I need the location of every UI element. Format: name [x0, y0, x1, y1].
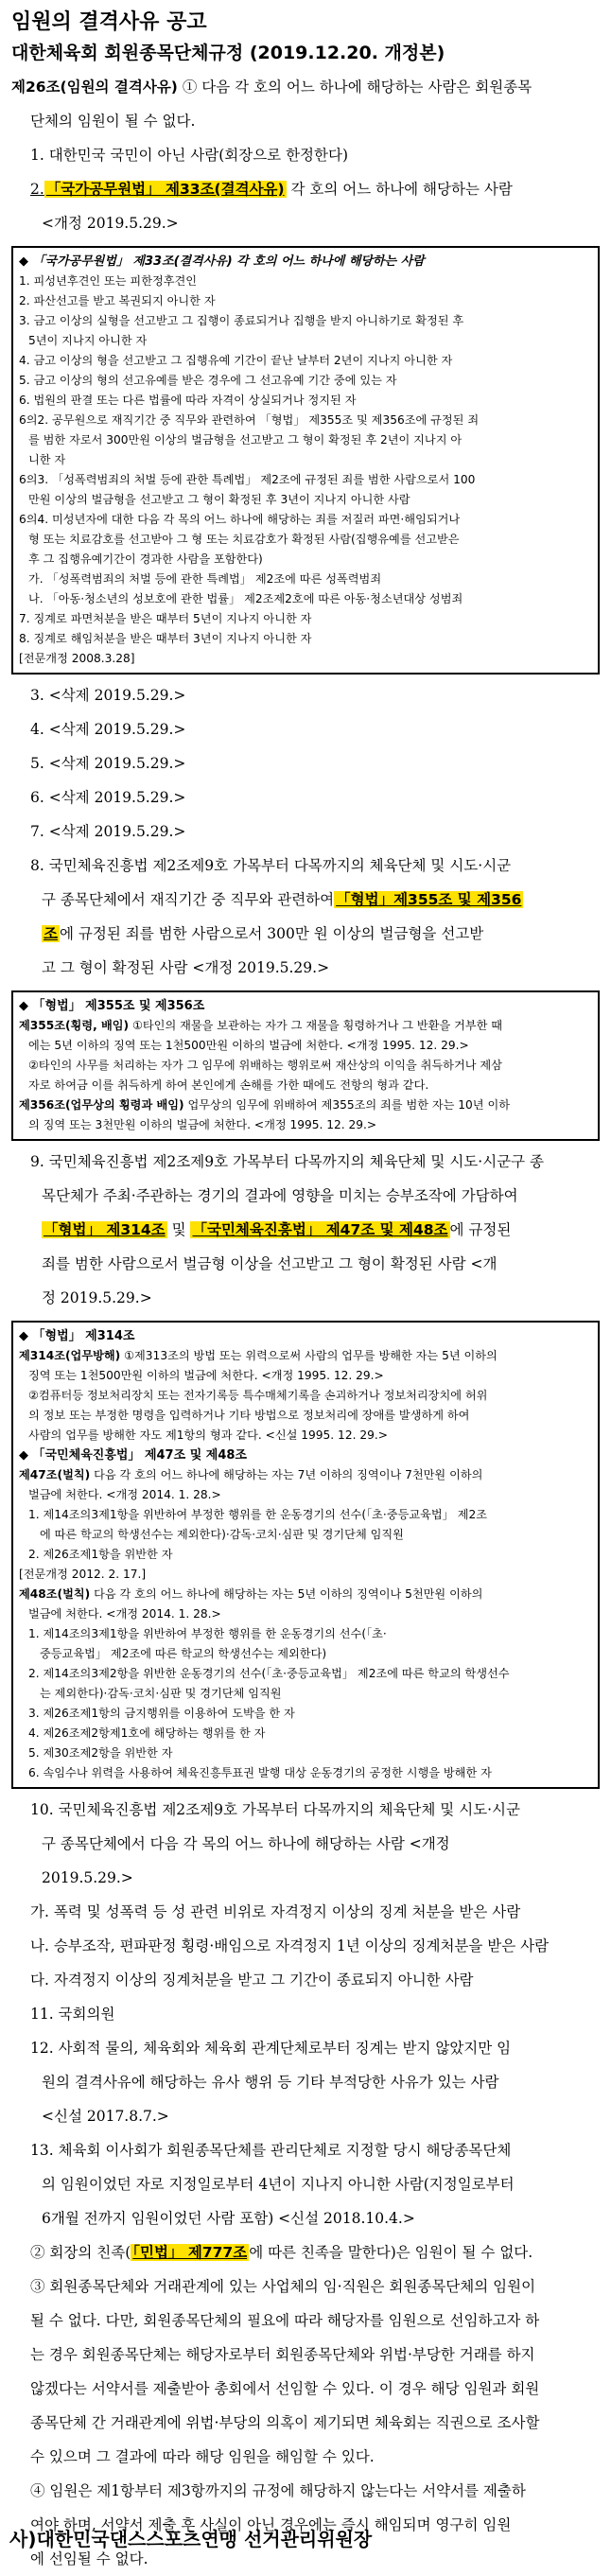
box3-line: 1. 제14조의3제1항을 위반하여 부정한 행위를 한 운동경기의 선수(「초· [28, 1627, 387, 1640]
box1-line: 5년이 지나지 아니한 자 [28, 334, 148, 347]
paragraph-3-line: 될 수 없다. 다만, 회원종목단체의 필요에 따라 해당자를 임원으로 선임하고자 하 [30, 2312, 540, 2329]
deleted-item: 7. <삭제 2019.5.29.> [30, 823, 186, 840]
box3-line: 5. 제30조제2항을 위반한 자 [28, 1746, 173, 1760]
box2-line: 제355조(횡령, 배임) ①타인의 재물을 보관하는 자가 그 재물을 횡령하거나 그 반환을 거부한 때 [19, 1019, 503, 1032]
paragraph-3-line: 않겠다는 서약서를 제출받아 총회에서 선임할 수 있다. 이 경우 해당 임원과 회원 [30, 2380, 540, 2397]
box3-line: 2. 제14조의3제2항을 위반한 운동경기의 선수(「초·중등교육법」 제2조에 따른 학교의 학생선수 [28, 1667, 510, 1680]
item-8-line4: 고 그 형이 확정된 사람 <개정 2019.5.29.> [42, 959, 330, 976]
box3-line: 6. 속임수나 위력을 사용하여 체육진흥투표권 발행 대상 운동경기의 공정한 시행을 방해한 자 [28, 1766, 492, 1779]
box1-line: 만원 이상의 벌금형을 선고받고 그 형이 확정된 후 3년이 지나지 아니한 사람 [28, 493, 410, 506]
paragraph-3 [11, 2269, 600, 2474]
item-9-line2: 목단체가 주최·주관하는 경기의 결과에 영향을 미치는 승부조작에 가담하여 [42, 1187, 518, 1204]
box3-line: 제47조(벌칙) 다음 각 호의 어느 하나에 해당하는 자는 7년 이하의 징역이나 7천만원 이하의 [19, 1468, 483, 1481]
item-10-c: 다. 자격정지 이상의 징계처분을 받고 그 기간이 종료되지 아니한 사람 [30, 1971, 474, 1989]
box3-line: 에 따른 학교의 학생선수는 제외한다)·감독·코치·심판 및 경기단체 임직원 [40, 1528, 404, 1541]
item-10-b: 나. 승부조작, 편파판정 횡령·배임으로 자격정지 1년 이상의 징계처분을 받은 사람 [30, 1937, 550, 1954]
box3-line: 제314조(업무방해) ①제313조의 방법 또는 위력으로써 사람의 업무를 방해한 자는 5년 이하의 [19, 1349, 498, 1362]
deleted-item: 5. <삭제 2019.5.29.> [30, 755, 186, 772]
paragraph-3-line: 종목단체 간 거래관계에 위법·부당의 의혹이 제기되면 체육회는 직권으로 조사할 [30, 2414, 540, 2431]
item-9-line4: 죄를 범한 사람으로서 벌금형 이상을 선고받고 그 형이 확정된 사람 <개 [42, 1255, 498, 1272]
item-10-line1: 10. 국민체육진흥법 제2조제9호 가목부터 다목까지의 체육단체 및 시도·시군 [30, 1801, 521, 1818]
paragraph-3-line: ③ 회원종목단체와 거래관계에 있는 사업체의 임·직원은 회원종목단체의 임원이 [30, 2278, 536, 2295]
box3-header2: ◆ 「국민체육진흥법」 제47조 및 제48조 [19, 1448, 247, 1463]
deleted-item: 4. <삭제 2019.5.29.> [30, 721, 186, 738]
box3-line: 는 제외한다)·감독·코치·심판 및 경기단체 임직원 [40, 1687, 282, 1700]
box2-line: ②타인의 사무를 처리하는 자가 그 임무에 위배하는 행위로써 재산상의 이익을 취득하거나 제삼 [28, 1059, 502, 1072]
item-2-revision: <개정 2019.5.29.> [42, 215, 179, 232]
item-8-line1: 8. 국민체육진흥법 제2조제9호 가목부터 다목까지의 체육단체 및 시도·시군 [30, 857, 512, 874]
box2-line: 의 징역 또는 3천만원 이하의 벌금에 처한다. <개정 1995. 12. 29.> [28, 1118, 377, 1131]
box2-line: 에는 5년 이하의 징역 또는 1천500만원 이하의 벌금에 처한다. <개정 1995. 12. 29.> [28, 1039, 469, 1052]
box3-line: 제48조(벌칙) 다음 각 호의 어느 하나에 해당하는 자는 5년 이하의 징역이나 5천만원 이하의 [19, 1587, 483, 1601]
box3-line: 4. 제26조제2항제1호에 해당하는 행위를 한 자 [28, 1726, 266, 1740]
box1-line: 6의3. 「성폭력범죄의 처벌 등에 관한 특례법」 제2조에 규정된 죄를 범한 사람으로서 100 [19, 473, 476, 486]
box1-header: ◆ 「국가공무원법」 제33조(결격사유) 각 호의 어느 하나에 해당하는 사람 [19, 254, 425, 269]
item-12-line2: 원의 결격사유에 해당하는 유사 행위 등 기타 부적당한 사유가 있는 사람 [42, 2074, 499, 2091]
item-13-line1: 13. 체육회 이사회가 회원종목단체를 관리단체로 지정할 당시 해당종목단체 [30, 2142, 512, 2159]
box-national-public-servant-act [11, 246, 600, 675]
box3-line: [전문개정 2012. 2. 17.] [19, 1568, 147, 1581]
box1-line: 6의2. 공무원으로 재직기간 중 직무와 관련하여 「형법」 제355조 및 제356조에 규정된 죄 [19, 413, 480, 427]
box3-line: 3. 제26조제1항의 금지행위를 이용하여 도박을 한 자 [28, 1707, 295, 1720]
box1-line: 2. 파산선고를 받고 복권되지 아니한 자 [19, 294, 216, 307]
item-9-line1: 9. 국민체육진흥법 제2조제9호 가목부터 다목까지의 체육단체 및 시도·시군구 종 [30, 1153, 545, 1170]
box1-line: 나. 「아동·청소년의 성보호에 관한 법률」 제2조제2호에 따른 아동·청소년대상 성범죄 [28, 592, 463, 605]
box2-header: ◆ 「형법」 제355조 및 제356조 [19, 999, 205, 1013]
box1-lines [19, 272, 592, 669]
box1-line: 후 그 집행유예기간이 경과한 사람을 포함한다) [28, 552, 263, 566]
item-13-line3: 6개월 전까지 임원이었던 사람 포함) <신설 2018.10.4.> [42, 2210, 415, 2227]
paragraph-4-line: ④ 임원은 제1항부터 제3항까지의 규정에 해당하지 않는다는 서약서를 제출하 [30, 2482, 526, 2499]
item-12-line1: 12. 사회적 물의, 체육회와 체육회 관계단체로부터 징계는 받지 않았지만 임 [30, 2040, 512, 2057]
box3-line: 벌금에 처한다. <개정 2014. 1. 28.> [28, 1488, 221, 1501]
item-8-line2: 구 종목단체에서 재직기간 중 직무와 관련하여 「형법」제355조 및 제356 [42, 891, 522, 908]
deleted-items [11, 678, 600, 849]
item-13-line2: 의 임원이었던 자로 지정일로부터 4년이 지나지 아니한 사람(지정일로부터 [42, 2176, 515, 2193]
item-10-a: 가. 폭력 및 성폭력 등 성 관련 비위로 자격정지 이상의 징계 처분을 받은 사람 [30, 1903, 521, 1920]
box1-line: 3. 금고 이상의 실형을 선고받고 그 집행이 종료되거나 집행을 받지 아니하기로 확정된 후 [19, 314, 464, 327]
article26-head-cont: 단체의 임원이 될 수 없다. [30, 113, 196, 130]
item-8-line3: 조 에 규정된 죄를 범한 사람으로서 300만 원 이상의 벌금형을 선고받 [44, 925, 484, 942]
regulation-subtitle: 대한체육회 회원종목단체규정 (2019.12.20. 개정본) [11, 43, 445, 63]
box3-line: 사람의 업무를 방해한 자도 제1항의 형과 같다. <신설 1995. 12. 29.> [28, 1428, 388, 1442]
item-2: 2. 「국가공무원법」 제33조(결격사유) 각 호의 어느 하나에 해당하는 사람 [30, 181, 513, 198]
box1-line: 가. 「성폭력범죄의 처벌 등에 관한 특례법」 제2조에 따른 성폭력범죄 [28, 572, 382, 586]
box3-line: 징역 또는 1천500만원 이하의 벌금에 처한다. <개정 1995. 12. 29.> [28, 1369, 384, 1382]
paragraph-3-line: 수 있으며 그 결과에 따라 해당 임원을 해임할 수 있다. [30, 2448, 375, 2465]
footer-signature: 사)대한민국댄스스포츠연맹 선거관리위원장 [9, 2528, 373, 2550]
item-9-line5: 정 2019.5.29.> [42, 1289, 152, 1306]
box1-line: 4. 금고 이상의 형을 선고받고 그 집행유예 기간이 끝난 날부터 2년이 지나지 아니한 자 [19, 354, 453, 367]
box2-line: 자로 하여금 이를 취득하게 하여 본인에게 손해를 가한 때에도 전항의 형과 같다. [28, 1078, 429, 1092]
article26-head: 제26조(임원의 결격사유) ① 다음 각 호의 어느 하나에 해당하는 사람은 회원종목 [11, 79, 532, 96]
box1-line: 1. 피성년후견인 또는 피한정후견인 [19, 274, 198, 288]
box3-line: 벌금에 처한다. <개정 2014. 1. 28.> [28, 1607, 221, 1621]
paragraph-4-line: 여야 하며, 서약서 제출 후 사실이 아닌 경우에는 즉시 해임되며 영구히 임원 [30, 2516, 512, 2533]
box2-line: 제356조(업무상의 횡령과 배임) 업무상의 임무에 위배하여 제355조의 죄를 범한 자는 10년 이하 [19, 1098, 510, 1112]
box-criminal-act-314-sports-act [11, 1321, 600, 1789]
box1-line: 8. 징계로 해임처분을 받은 때부터 3년이 지나지 아니한 자 [19, 632, 312, 645]
box3-line: 중등교육법」 제2조에 따른 학교의 학생선수는 제외한다) [40, 1647, 327, 1660]
box3-lines1 [19, 1346, 592, 1446]
box1-line: 7. 징계로 파면처분을 받은 때부터 5년이 지나지 아니한 자 [19, 612, 312, 625]
box1-line: 를 범한 자로서 300만원 이상의 벌금형을 선고받고 그 형이 확정된 후 2년이 지나지 아 [28, 433, 463, 447]
box1-line: [전문개정 2008.3.28] [19, 652, 135, 665]
box1-line: 6의4. 미성년자에 대한 다음 각 목의 어느 하나에 해당하는 죄를 저질러 파면·해임되거나 [19, 513, 461, 526]
box1-line: 6. 법원의 판결 또는 다른 법률에 따라 자격이 상실되거나 정지된 자 [19, 394, 357, 407]
box3-lines2 [19, 1465, 592, 1783]
deleted-item: 6. <삭제 2019.5.29.> [30, 789, 186, 806]
paragraph-2: ② 회장의 친족( 「민법」 제777조 에 따른 친족을 말한다)은 임원이 될 수 없다. [30, 2244, 533, 2261]
box3-line: 1. 제14조의3제1항을 위반하여 부정한 행위를 한 운동경기의 선수(「초·중등교육법」 제2조 [28, 1508, 488, 1521]
paragraph-3-line: 는 경우 회원종목단체는 해당자로부터 회원종목단체와 위법·부당한 거래를 하지 [30, 2346, 535, 2363]
item-10-line3: 2019.5.29.> [42, 1869, 133, 1886]
item-9-line3: 「형법」 제314조 및 「국민체육진흥법」 제47조 및 제48조 에 규정된 [44, 1221, 512, 1238]
box1-line: 5. 금고 이상의 형의 선고유예를 받은 경우에 그 선고유예 기간 중에 있는 자 [19, 374, 397, 387]
paragraph-4-line: 에 선임될 수 없다. [30, 2550, 148, 2567]
box3-line: 의 정보 또는 부정한 명령을 입력하거나 기타 방법으로 정보처리에 장애를 발생하게 하여 [28, 1409, 470, 1422]
box3-line: ②컴퓨터등 정보처리장치 또는 전자기록등 특수매체기록을 손괴하거나 정보처리장치에 허위 [28, 1389, 488, 1402]
item-11: 11. 국회의원 [30, 2006, 115, 2023]
box-criminal-act-355-356 [11, 990, 600, 1141]
box2-lines [19, 1016, 592, 1135]
box3-line: 2. 제26조제1항을 위반한 자 [28, 1548, 173, 1561]
box3-header1: ◆ 「형법」 제314조 [19, 1329, 135, 1343]
box1-line: 니한 자 [28, 453, 66, 466]
item-12-line3: <신설 2017.8.7.> [42, 2108, 169, 2125]
box1-line: 형 또는 치료감호를 선고받아 그 형 또는 치료감호가 확정된 사람(집행유예를 선고받은 [28, 533, 460, 546]
item-10-line2: 구 종목단체에서 다음 각 목의 어느 하나에 해당하는 사람 <개정 [42, 1835, 450, 1852]
item-1: 1. 대한민국 국민이 아닌 사람(회장으로 한정한다) [30, 147, 349, 164]
deleted-item: 3. <삭제 2019.5.29.> [30, 687, 186, 704]
page-title: 임원의 결격사유 공고 [11, 10, 207, 34]
